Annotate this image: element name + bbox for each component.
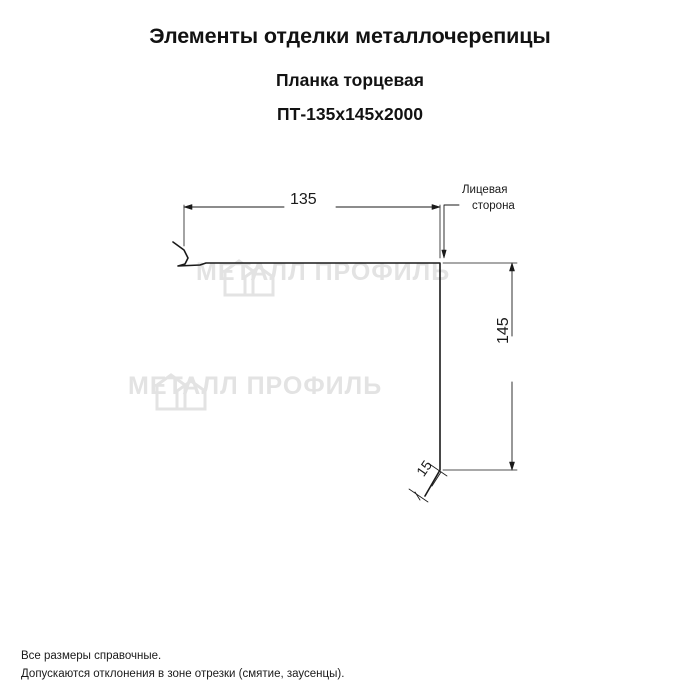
face-side-line-1: Лицевая (462, 184, 508, 196)
footer-note-2: Допускаются отклонения в зоне отрезки (смятие, заусенцы). (21, 668, 345, 681)
page-title: Элементы отделки металлочерепицы (149, 24, 551, 48)
dimension-flange-label: 15 (413, 457, 436, 480)
watermark-text-lower: МЕТАЛЛ ПРОФИЛЬ (128, 372, 383, 400)
footer-note-1: Все размеры справочные. (21, 650, 162, 663)
dimension-height-label: 145 (495, 317, 512, 344)
face-side-annotation (462, 183, 515, 214)
footer-notes (21, 648, 344, 684)
dimension-width-label: 135 (290, 191, 317, 208)
product-name: Планка торцевая (275, 70, 425, 90)
watermark-text-upper: МЕТАЛЛ ПРОФИЛЬ (196, 258, 451, 286)
face-side-line-2: сторона (472, 199, 515, 212)
product-code: ПТ-135x145x2000 (277, 104, 423, 124)
